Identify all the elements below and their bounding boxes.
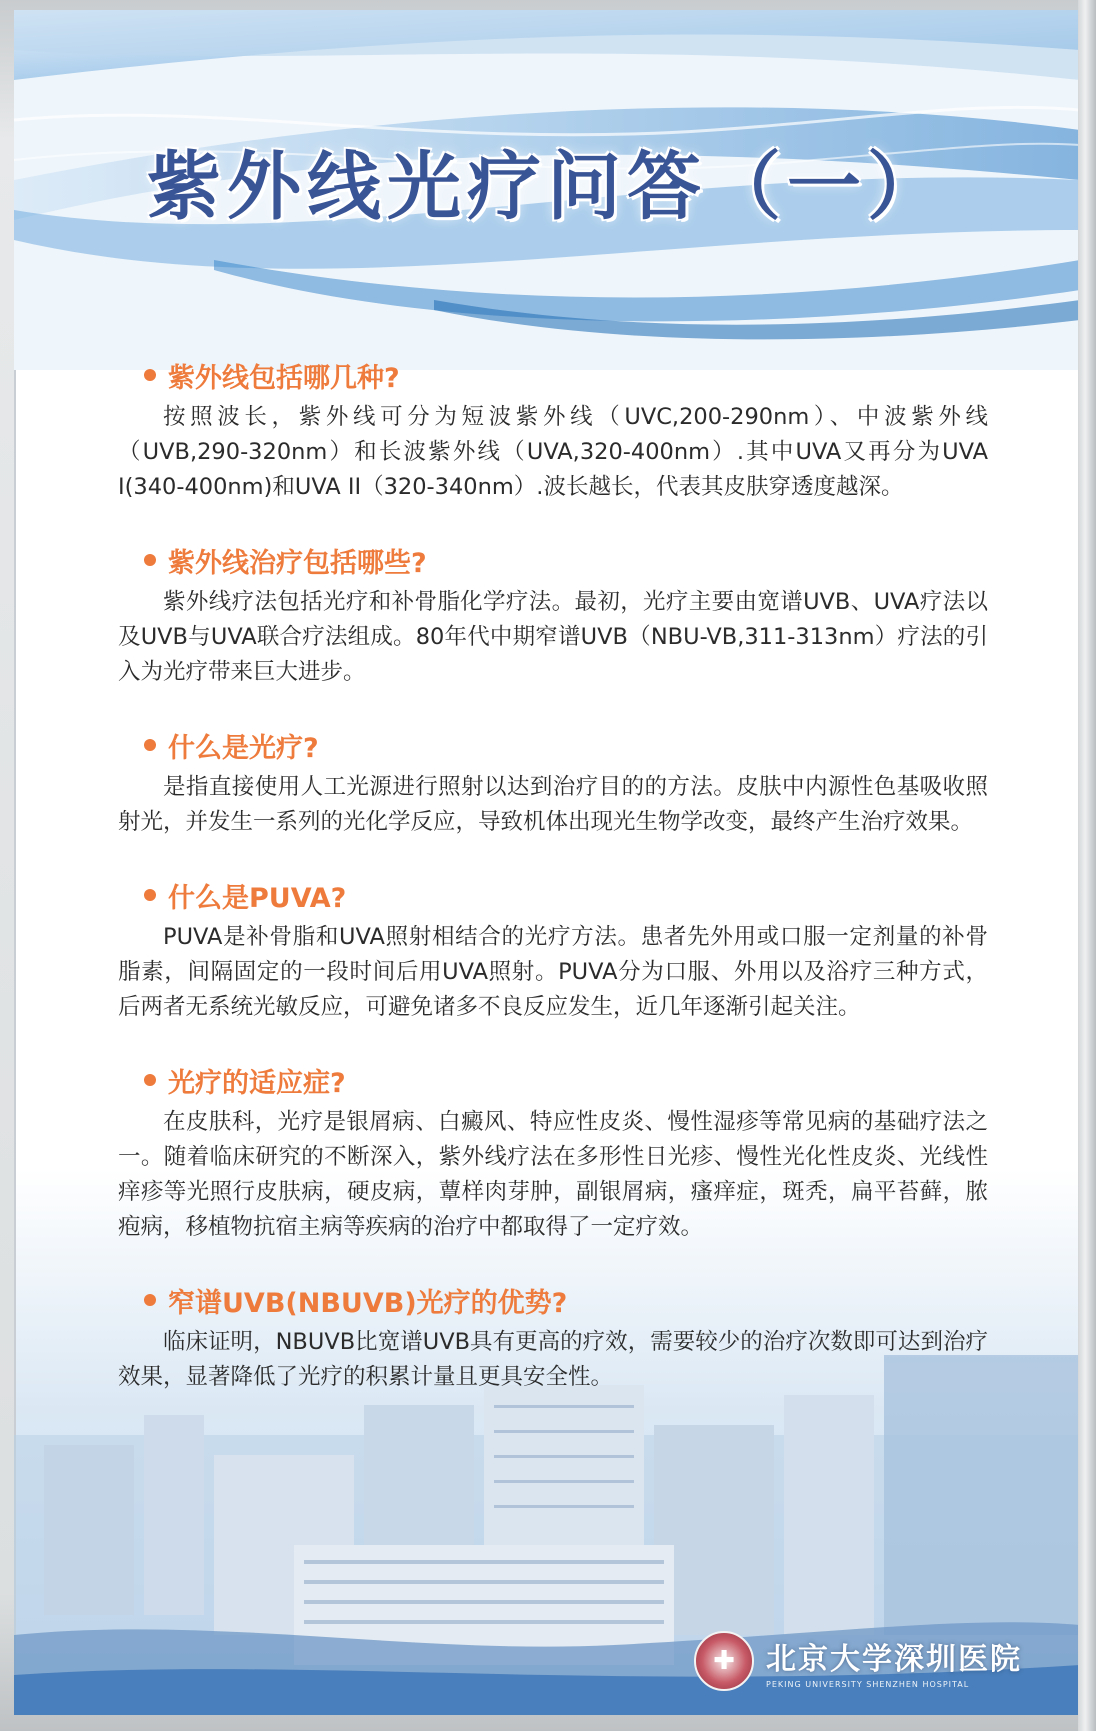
question-heading [144,876,988,914]
answer-text: 是指直接使用人工光源进行照射以达到治疗目的的方法。皮肤中内源性色基吸收照射光，并发生一系列的光化学反应，导致机体出现光生物学改变，最终产生治疗效果。 [118,774,988,835]
hospital-emblem-icon: ✚ [694,1631,754,1691]
hospital-logo [694,1631,1022,1691]
bullet-dot-icon [144,369,156,381]
question-heading [144,541,988,579]
qa-section [118,1061,988,1245]
answer-text: 在皮肤科，光疗是银屑病、白癜风、特应性皮炎、慢性湿疹等常见病的基础疗法之一。随着临床研究的不断深入，紫外线疗法在多形性日光疹、慢性光化性皮炎、光线性痒疹等光照行皮肤病，硬皮病，蕈样肉芽肿，副银屑病，瘙痒症，斑秃，扁平苔藓，脓疱病，移植物抗宿主病等疾病的治疗中都取得了一定疗效。 [118,1109,988,1240]
logo-text [766,1634,1022,1689]
answer-text: 临床证明，NBUVB比宽谱UVB具有更高的疗效，需要较少的治疗次数即可达到治疗效果，显著降低了光疗的积累计量且更具安全性。 [118,1329,988,1390]
bullet-dot-icon [144,554,156,566]
answer-text: 紫外线疗法包括光疗和补骨脂化学疗法。最初，光疗主要由宽谱UVB、UVA疗法以及UVB与UVA联合疗法组成。80年代中期窄谱UVB（NBU-VB,311-313nm）疗法的引入为光疗带来巨大进步。 [118,589,988,685]
question-text: 紫外线包括哪几种? [168,362,400,394]
logo-name-cn: 北京大学深圳医院 [766,1641,1022,1677]
question-text: 什么是光疗? [168,732,319,764]
question-heading [144,1281,988,1319]
question-heading [144,356,988,394]
qa-content [118,356,988,1431]
answer-text: PUVA是补骨脂和UVA照射相结合的光疗方法。患者先外用或口服一定剂量的补骨脂素，间隔固定的一段时间后用UVA照射。PUVA分为口服、外用以及浴疗三种方式，后两者无系统光敏反应，可避免诸多不良反应发生，近几年逐渐引起关注。 [118,924,988,1020]
bullet-dot-icon [144,739,156,751]
qa-section [118,1281,988,1395]
qa-section [118,876,988,1025]
question-heading [144,726,988,764]
question-text: 光疗的适应症? [168,1067,346,1099]
bullet-dot-icon [144,1294,156,1306]
qa-section [118,541,988,690]
bullet-dot-icon [144,1074,156,1086]
poster-title: 紫外线光疗问答（一） [147,144,947,230]
qa-section [118,356,988,505]
qa-section [118,726,988,840]
frame-edge [1078,0,1096,1731]
question-text: 窄谱UVB(NBUVB)光疗的优势? [168,1287,568,1319]
question-heading [144,1061,988,1099]
question-text: 什么是PUVA? [168,882,347,914]
poster-board [14,10,1080,1715]
logo-name-en: PEKING UNIVERSITY SHENZHEN HOSPITAL [766,1679,970,1689]
bullet-dot-icon [144,889,156,901]
answer-text: 按照波长，紫外线可分为短波紫外线（UVC,200-290nm）、中波紫外线（UVB,290-320nm）和长波紫外线（UVA,320-400nm）.其中UVA又再分为UVA I(340-400nm)和UVA II（320-340nm）.波长越长，代表其皮肤穿透度越深。 [118,404,988,500]
question-text: 紫外线治疗包括哪些? [168,547,427,579]
